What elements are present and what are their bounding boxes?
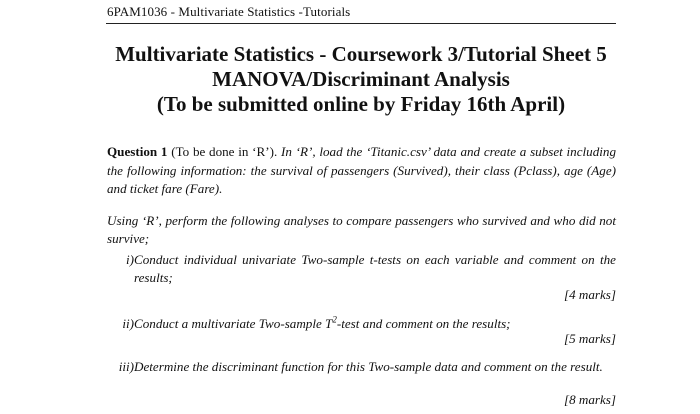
part-ii [107, 315, 616, 333]
question-label: Question 1 [107, 144, 168, 159]
title-line-1: Multivariate Statistics - Coursework 3/Tutorial Sheet 5 [115, 42, 607, 66]
part-i [107, 251, 616, 287]
part-number: iii) [118, 359, 134, 374]
part-text-start: Conduct a multivariate Two-sample T [134, 316, 333, 331]
marks-part-i: [4 marks] [563, 287, 616, 302]
title-line-3: (To be submitted online by Friday 16th April) [156, 92, 566, 116]
part-text: Determine the discriminant function for this Two-sample data and comment on the result. [134, 359, 603, 374]
title-line-2: MANOVA/Discriminant Analysis [212, 67, 510, 91]
title-block [106, 42, 616, 117]
question-1 [107, 143, 616, 199]
part-text [134, 315, 616, 333]
part-iii [107, 358, 616, 376]
header-rule [106, 23, 616, 24]
part-number: ii) [122, 316, 134, 331]
marks-part-ii: [5 marks] [563, 331, 616, 346]
running-header: 6PAM1036 - Multivariate Statistics -Tutorials [107, 4, 351, 19]
marks-part-iii: [8 marks] [563, 392, 616, 407]
question-text: In ‘R’, load the ‘Titanic.csv’ data and create a subset including the following information: the survival of passengers (Survived), their class (Pclass), age (Age) and ticket fare (Fare). [107, 144, 616, 196]
part-number: i) [126, 252, 134, 267]
part-text-end: -test and comment on the results; [336, 316, 511, 331]
question-note: (To be done in ‘R’). [171, 144, 278, 159]
part-text: Conduct individual univariate Two-sample t-tests on each variable and comment on the results; [134, 252, 616, 285]
superscript: 2 [332, 314, 337, 325]
instruction-text: Using ‘R’, perform the following analyses to compare passengers who survived and who did not survive; [107, 213, 616, 246]
